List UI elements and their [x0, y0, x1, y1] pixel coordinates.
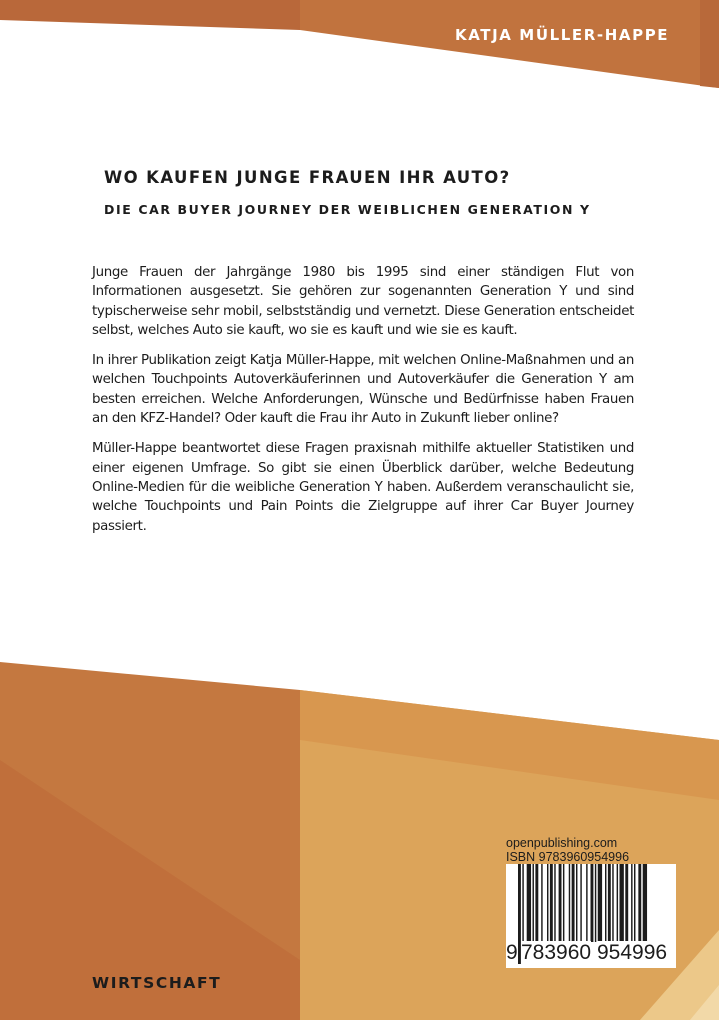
barcode-bar: [569, 864, 570, 942]
barcode-bar: [559, 864, 562, 942]
book-subtitle: DIE CAR BUYER JOURNEY DER WEIBLICHEN GENERATION Y: [104, 202, 591, 217]
barcode-bar: [634, 864, 635, 942]
book-title: WO KAUFEN JUNGE FRAUEN IHR AUTO?: [104, 168, 511, 187]
blurb-paragraph: Müller-Happe beantwortet diese Fragen praxisnah mithilfe aktueller Statistiken und einer eigenen Umfrage. So gibt sie einen Überblick darüber, welche Bedeutung Online-Medien für die weibliche Generation Y haben. Außerdem veranschaulicht sie, welche Touchpoints und Pain Points die Zielgruppe auf ihrer Car Buyer Journey passiert.: [92, 441, 634, 534]
barcode-bar: [527, 864, 531, 942]
barcode-bar: [608, 864, 611, 942]
barcode-bar: [612, 864, 613, 942]
barcode-bar: [541, 864, 542, 942]
top-band-main: [300, 0, 719, 88]
top-band-dark: [0, 0, 300, 30]
barcode-bar: [620, 864, 624, 942]
barcode-bar: [554, 864, 555, 942]
publisher-url: openpublishing.com: [506, 836, 618, 850]
barcode-bar: [631, 864, 632, 942]
barcode-bar: [625, 864, 628, 942]
barcode-bar: [550, 864, 553, 942]
barcode-bar: [638, 864, 641, 942]
barcode-bar: [605, 864, 606, 942]
barcode-bar: [576, 864, 577, 942]
barcode-bar: [563, 864, 564, 942]
barcode-bar: [598, 864, 602, 942]
barcode-bar: [595, 864, 596, 942]
author-name: KATJA MÜLLER-HAPPE: [455, 26, 670, 44]
top-band-edge: [700, 0, 719, 88]
barcode-bar: [547, 864, 548, 942]
barcode-bar: [591, 864, 594, 942]
blurb-paragraph: Junge Frauen der Jahrgänge 1980 bis 1995 sind einer ständigen Flut von Informationen ausgesetzt. Sie gehören zur sogenannten Generation Y und sind typischerweise sehr mobil, selbstständig und vernetzt. Diese Generation entscheidet selbst, welches Auto sie kauft, wo sie es kauft und wie sie es kauft.: [92, 265, 634, 338]
barcode-bar: [572, 864, 575, 942]
isbn-label: ISBN 9783960954996: [506, 850, 630, 864]
barcode-left-digits: 783960: [521, 941, 592, 964]
category-label: WIRTSCHAFT: [92, 974, 222, 992]
blurb-paragraph: In ihrer Publikation zeigt Katja Müller-Happe, mit welchen Online-Maßnahmen und an welchen Touchpoints Autoverkäuferinnen und Autoverkäufer die Generation Y am besten erreichen. Welche Anforderungen, Wünsche und Bedürfnisse haben Frauen an den KFZ-Handel? Oder kauft die Frau ihr Auto in Zukunft lieber online?: [92, 353, 634, 427]
blurb: [92, 263, 634, 547]
barcode-right-digits: 954996: [597, 941, 668, 964]
barcode-bar: [535, 864, 538, 942]
barcode-lead-digit: 9: [506, 941, 518, 964]
barcode-bar: [617, 864, 618, 942]
barcode-bar: [533, 864, 534, 942]
